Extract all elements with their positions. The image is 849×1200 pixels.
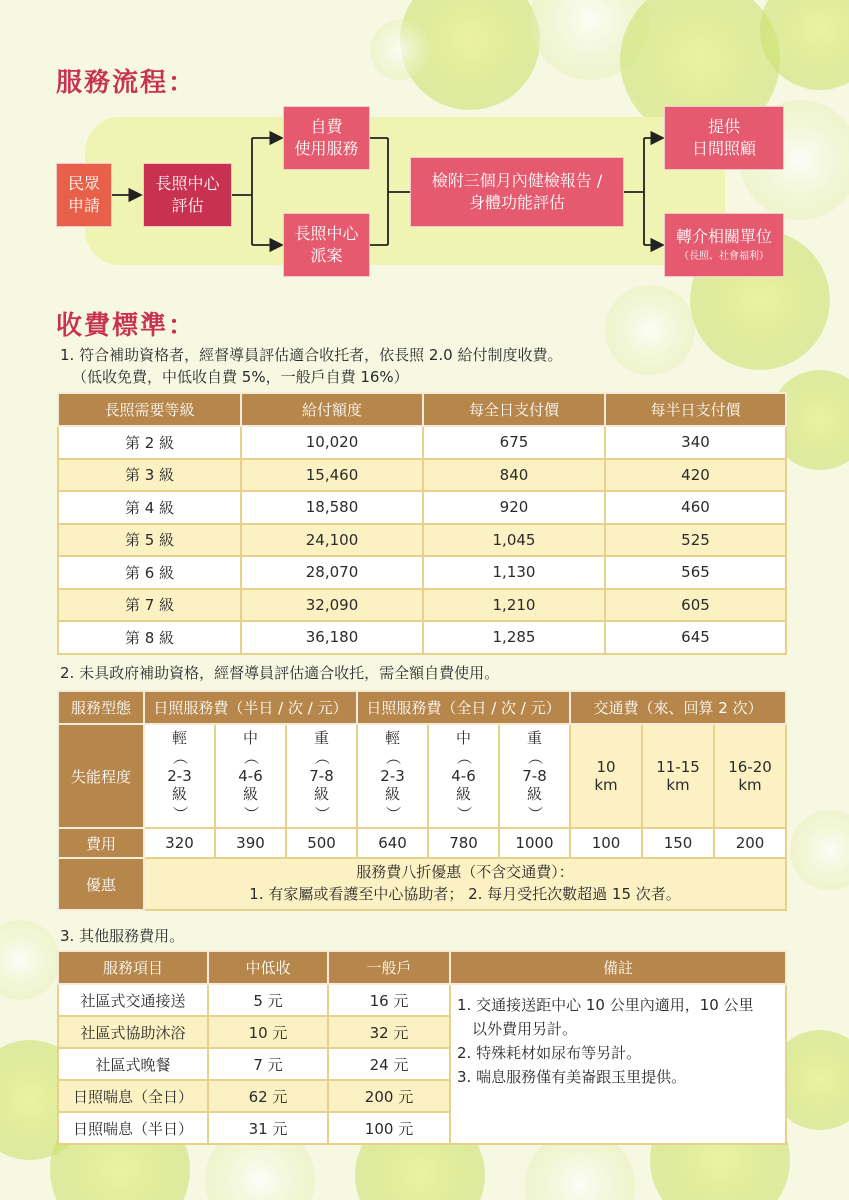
flow-dispatch-line1: 長照中心	[294, 224, 359, 244]
table-row	[58, 984, 786, 1016]
fee-cell: 320	[144, 828, 215, 858]
table-cell: 第 7 級	[58, 589, 241, 622]
flow-referral-label: 轉介相關單位	[675, 227, 772, 247]
disability-level-row	[58, 724, 786, 828]
level-text: 級	[385, 785, 401, 804]
table-cell: 24 元	[328, 1048, 450, 1080]
table-cell: 15,460	[241, 459, 423, 492]
level-text: 4-6	[451, 766, 476, 785]
fee-cell: 500	[286, 828, 357, 858]
service-flow-heading: 服務流程：	[56, 68, 197, 98]
remark-line: 以外費用另計。	[457, 1020, 578, 1038]
level-text: 中	[242, 729, 258, 748]
discount-label: 優惠	[58, 858, 144, 910]
level-text: 4-6	[238, 766, 263, 785]
level-text: 級	[314, 785, 330, 804]
care-level-payment-table	[57, 392, 787, 655]
discount-line-2: 1. 有家屬或看護至中心協助者； 2. 每月受托次數超過 15 次者。	[249, 885, 681, 903]
level-cell	[357, 724, 428, 828]
flow-day-care-box	[664, 106, 784, 170]
fee-note-1-sub: （低收免費，中低收自費 5%，一般戶自費 16%）	[72, 368, 409, 386]
table-cell: 200 元	[328, 1080, 450, 1112]
level-paren: （	[312, 749, 331, 765]
table-cell: 420	[605, 459, 786, 492]
level-text: 2-3	[167, 766, 192, 785]
level-paren: （	[525, 749, 544, 765]
table-cell: 第 2 級	[58, 426, 241, 459]
level-paren: （	[170, 749, 189, 765]
table-cell: 32 元	[328, 1016, 450, 1048]
flow-dispatch-line2: 派案	[310, 246, 343, 265]
self-pay-table	[57, 690, 787, 911]
table-cell: 32,090	[241, 589, 423, 622]
remarks-cell	[450, 984, 786, 1144]
fee-note-3: 3. 其他服務費用。	[60, 927, 185, 945]
table-cell: 10,020	[241, 426, 423, 459]
distance-unit: km	[666, 776, 690, 794]
table-cell: 第 5 級	[58, 524, 241, 557]
table1-header-cell: 每半日支付價	[605, 393, 786, 426]
table-cell: 社區式晚餐	[58, 1048, 208, 1080]
table-cell: 第 6 級	[58, 556, 241, 589]
table-cell: 840	[423, 459, 605, 492]
level-text: 級	[456, 785, 472, 804]
flow-apply-box	[56, 163, 112, 227]
table-cell: 7 元	[208, 1048, 328, 1080]
flow-self-pay-line2: 使用服務	[294, 139, 359, 158]
fee-cell: 390	[215, 828, 286, 858]
table-cell: 605	[605, 589, 786, 622]
level-cell	[428, 724, 499, 828]
level-text: 級	[171, 785, 187, 804]
table1-header-cell: 長照需要等級	[58, 393, 241, 426]
level-cell	[499, 724, 570, 828]
table1-header-row	[58, 393, 786, 426]
transport-fee-header: 交通費（來、回算 2 次）	[570, 691, 786, 724]
fee-cell: 780	[428, 828, 499, 858]
level-paren: ）	[383, 805, 402, 821]
table3-header-cell: 中低收	[208, 951, 328, 984]
table-cell: 565	[605, 556, 786, 589]
level-paren: ）	[170, 805, 189, 821]
table-cell: 36,180	[241, 621, 423, 654]
level-paren: （	[241, 749, 260, 765]
fee-cell: 200	[714, 828, 786, 858]
level-cell	[286, 724, 357, 828]
level-text: 2-3	[380, 766, 405, 785]
table-row	[58, 426, 786, 459]
table-cell: 1,130	[423, 556, 605, 589]
table3-header-cell: 服務項目	[58, 951, 208, 984]
flow-referral-box	[664, 213, 784, 277]
table-row	[58, 491, 786, 524]
flow-health-check-line1: 檢附三個月內健檢報告 /	[431, 171, 603, 191]
flow-assess-line1: 長照中心	[155, 174, 220, 194]
table-cell: 31 元	[208, 1112, 328, 1144]
table-cell: 460	[605, 491, 786, 524]
table-cell: 第 8 級	[58, 621, 241, 654]
table-cell: 340	[605, 426, 786, 459]
table-cell: 日照喘息（半日）	[58, 1112, 208, 1144]
disability-level-label: 失能程度	[58, 724, 144, 828]
level-paren: ）	[525, 805, 544, 822]
level-text: 輕	[171, 729, 187, 748]
distance-unit: km	[594, 776, 618, 794]
table3-header-row	[58, 951, 786, 984]
table-cell: 920	[423, 491, 605, 524]
distance-value: 16-20	[728, 758, 772, 776]
fee-cell: 100	[570, 828, 642, 858]
discount-line-1: 服務費八折優惠（不含交通費）：	[356, 863, 574, 882]
table1-header-cell: 給付額度	[241, 393, 423, 426]
level-paren: ）	[454, 805, 473, 821]
remark-line: 3. 喘息服務僅有美崙跟玉里提供。	[457, 1068, 687, 1086]
level-text: 輕	[385, 729, 401, 748]
flow-referral-sub: （長照、社會福利）	[679, 251, 769, 263]
flow-health-check-box	[410, 157, 624, 227]
flow-apply-line2: 申請	[67, 196, 100, 215]
table-cell: 第 3 級	[58, 459, 241, 492]
table-cell: 1,045	[423, 524, 605, 557]
distance-value: 10	[596, 758, 616, 776]
fee-note-1: 1. 符合補助資格者，經督導員評估適合收托者，依長照 2.0 給付制度收費。	[60, 346, 563, 364]
full-day-fee-header: 日照服務費（全日 / 次 / 元）	[357, 691, 570, 724]
flow-dispatch-box	[283, 213, 370, 277]
fee-note-2: 2. 未具政府補助資格，經督導員評估適合收托，需全額自費使用。	[60, 664, 500, 682]
fee-row	[58, 828, 786, 858]
flow-apply-line1: 民眾	[67, 174, 100, 194]
level-cell	[144, 724, 215, 828]
distance-cell	[714, 724, 786, 828]
table-cell: 645	[605, 621, 786, 654]
flow-day-care-line2: 日間照顧	[691, 139, 756, 158]
level-text: 中	[456, 729, 472, 748]
table-row	[58, 621, 786, 654]
table-row	[58, 459, 786, 492]
discount-row	[58, 858, 786, 910]
service-type-header: 服務型態	[58, 691, 144, 724]
table-cell: 1,285	[423, 621, 605, 654]
level-text: 級	[242, 785, 258, 804]
level-paren: （	[454, 749, 473, 765]
flow-self-pay-line1: 自費	[310, 117, 343, 137]
fee-label: 費用	[58, 828, 144, 858]
table-cell: 24,100	[241, 524, 423, 557]
table-row	[58, 556, 786, 589]
table1-header-cell: 每全日支付價	[423, 393, 605, 426]
table3-header-cell: 一般戶	[328, 951, 450, 984]
level-text: 7-8	[309, 766, 334, 785]
level-paren: ）	[312, 805, 331, 822]
fee-cell: 1000	[499, 828, 570, 858]
table-cell: 28,070	[241, 556, 423, 589]
level-cell	[215, 724, 286, 828]
level-text: 7-8	[522, 766, 547, 785]
level-text: 重	[314, 729, 330, 748]
distance-unit: km	[738, 776, 762, 794]
distance-value: 11-15	[656, 758, 700, 776]
table-row	[58, 589, 786, 622]
flow-assess-box	[143, 163, 232, 227]
table-cell: 675	[423, 426, 605, 459]
level-paren: ）	[241, 805, 260, 821]
table-row	[58, 524, 786, 557]
level-text: 重	[527, 729, 543, 748]
fee-standard-heading: 收費標準：	[56, 311, 197, 341]
table-cell: 62 元	[208, 1080, 328, 1112]
table-cell: 525	[605, 524, 786, 557]
fee-cell: 150	[642, 828, 714, 858]
remark-line: 1. 交通接送距中心 10 公里內適用，10 公里	[457, 996, 754, 1014]
flow-self-pay-box	[283, 106, 370, 170]
table3-header-cell: 備註	[450, 951, 786, 984]
table-cell: 16 元	[328, 984, 450, 1016]
flow-day-care-line1: 提供	[707, 117, 740, 137]
discount-cell	[144, 858, 786, 910]
table-cell: 18,580	[241, 491, 423, 524]
flow-health-check-line2: 身體功能評估	[468, 193, 565, 212]
table-cell: 第 4 級	[58, 491, 241, 524]
table-cell: 100 元	[328, 1112, 450, 1144]
level-text: 級	[527, 785, 543, 804]
table-cell: 社區式協助沐浴	[58, 1016, 208, 1048]
table-cell: 5 元	[208, 984, 328, 1016]
remark-line: 2. 特殊耗材如尿布等另計。	[457, 1044, 642, 1062]
distance-cell	[642, 724, 714, 828]
table-cell: 日照喘息（全日）	[58, 1080, 208, 1112]
fee-cell: 640	[357, 828, 428, 858]
table-cell: 社區式交通接送	[58, 984, 208, 1016]
flow-assess-line2: 評估	[171, 196, 204, 215]
half-day-fee-header: 日照服務費（半日 / 次 / 元）	[144, 691, 357, 724]
table2-header-row	[58, 691, 786, 724]
table-cell: 1,210	[423, 589, 605, 622]
table-cell: 10 元	[208, 1016, 328, 1048]
level-paren: （	[383, 749, 402, 765]
distance-cell	[570, 724, 642, 828]
other-services-table	[57, 950, 787, 1145]
